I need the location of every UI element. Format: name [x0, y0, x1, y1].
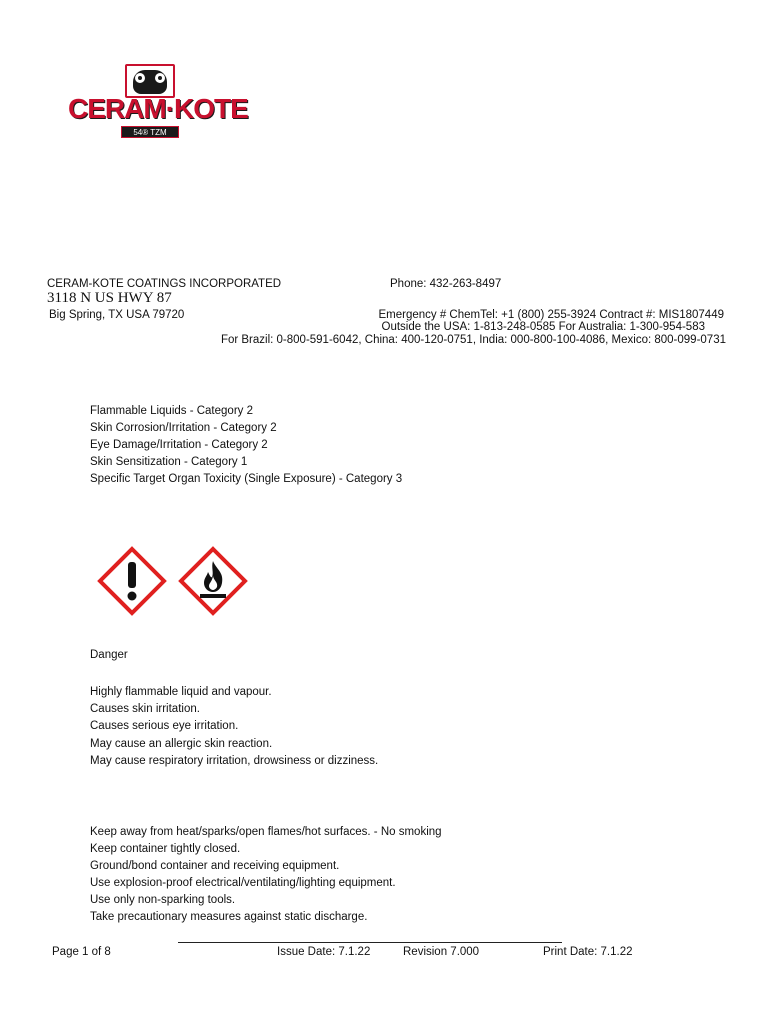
revision: Revision 7.000: [403, 946, 480, 958]
company-city: Big Spring, TX USA 79720: [49, 309, 185, 321]
signal-word: Danger: [90, 649, 128, 661]
issue-date: Issue Date: 7.1.22: [277, 946, 371, 958]
emergency-contact: Emergency # ChemTel: +1 (800) 255-3924 Contract #: MIS1807449: [378, 309, 724, 321]
precautionary-statement: Keep container tightly closed.: [90, 843, 241, 855]
classification-item: Specific Target Organ Toxicity (Single Exposure) - Category 3: [90, 473, 403, 485]
hazard-statement: Causes serious eye irritation.: [90, 720, 239, 732]
company-logo: [68, 64, 248, 140]
hazard-statement: May cause an allergic skin reaction.: [90, 738, 273, 750]
precautionary-statement: Ground/bond container and receiving equipment.: [90, 860, 340, 872]
classification-item: Skin Sensitization - Category 1: [90, 456, 248, 468]
footer-divider: [178, 942, 562, 943]
outside-usa-contact: Outside the USA: 1-813-248-0585 For Australia: 1-300-954-583: [381, 321, 705, 333]
hazard-statement: May cause respiratory irritation, drowsiness or dizziness.: [90, 755, 379, 767]
print-date: Print Date: 7.1.22: [543, 946, 633, 958]
hazard-statement: Causes skin irritation.: [90, 703, 200, 715]
precautionary-statement: Use only non-sparking tools.: [90, 894, 236, 906]
precautionary-statement: Use explosion-proof electrical/ventilating/lighting equipment.: [90, 877, 396, 889]
classification-item: Flammable Liquids - Category 2: [90, 405, 253, 417]
international-contacts: For Brazil: 0-800-591-6042, China: 400-120-0751, India: 000-800-100-4086, Mexico: 800-099-0731: [220, 334, 726, 346]
flame-icon: [178, 546, 248, 616]
logo-wordmark: CERAM·KOTE: [68, 93, 248, 124]
precautionary-statement: Take precautionary measures against static discharge.: [90, 911, 368, 923]
company-address: 3118 N US HWY 87: [47, 290, 172, 306]
classification-item: Eye Damage/Irritation - Category 2: [90, 439, 268, 451]
exclamation-mark-icon: [97, 546, 167, 616]
page-number: Page 1 of 8: [52, 946, 111, 958]
classification-item: Skin Corrosion/Irritation - Category 2: [90, 422, 277, 434]
hazard-statement: Highly flammable liquid and vapour.: [90, 686, 272, 698]
precautionary-statement: Keep away from heat/sparks/open flames/hot surfaces. - No smoking: [90, 826, 442, 838]
company-name: CERAM-KOTE COATINGS INCORPORATED: [47, 278, 282, 290]
logo-plate: 54® TZM: [121, 126, 179, 138]
company-phone: Phone: 432-263-8497: [390, 278, 502, 290]
